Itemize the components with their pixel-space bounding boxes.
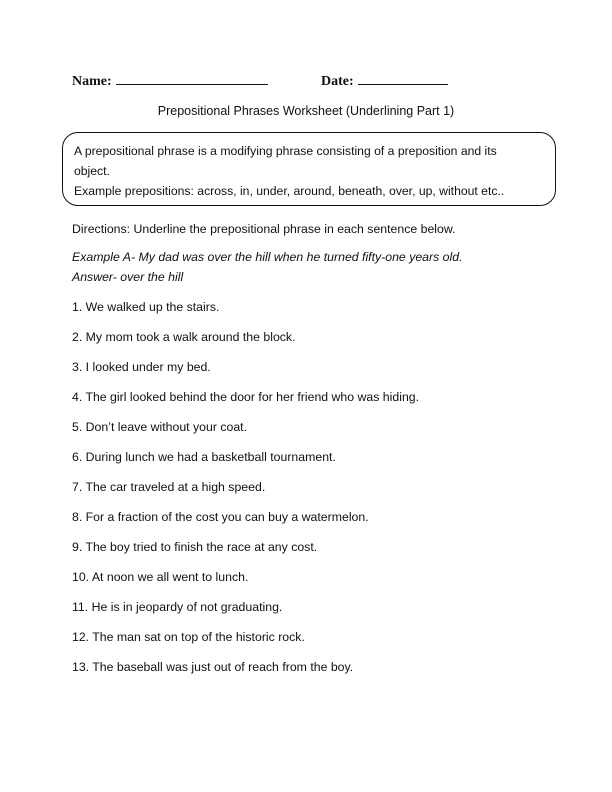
worksheet-title: Prepositional Phrases Worksheet (Underlining Part 1) — [157, 104, 455, 118]
sentence-item: 11. He is in jeopardy of not graduating. — [72, 600, 283, 614]
sentence-item: 12. The man sat on top of the historic rock. — [72, 630, 305, 644]
sentence-item: 9. The boy tried to finish the race at any cost. — [72, 540, 318, 554]
sentence-item: 3. I looked under my bed. — [72, 360, 211, 374]
name-label: Name: — [72, 74, 112, 89]
sentence-item: 7. The car traveled at a high speed. — [72, 480, 266, 494]
date-blank-line — [358, 70, 448, 85]
name-blank-line — [116, 70, 268, 85]
sentence-list — [72, 298, 419, 688]
sentence-item: 2. My mom took a walk around the block. — [72, 330, 296, 344]
sentence-item: 5. Don’t leave without your coat. — [72, 420, 247, 434]
sentence-item: 4. The girl looked behind the door for her friend who was hiding. — [72, 390, 420, 404]
sentence-item: 1. We walked up the stairs. — [72, 300, 220, 314]
date-field — [321, 70, 448, 90]
definition-line-3: Example prepositions: across, in, under, around, beneath, over, up, without etc.. — [74, 184, 505, 198]
directions-text: Directions: Underline the prepositional phrase in each sentence below. — [72, 222, 456, 236]
sentence-item: 13. The baseball was just out of reach from the boy. — [72, 660, 354, 674]
date-label: Date: — [321, 74, 354, 89]
example-sentence: Example A- My dad was over the hill when he turned fifty-one years old. — [72, 250, 463, 264]
definition-line-1: A prepositional phrase is a modifying phrase consisting of a preposition and its — [74, 144, 497, 158]
definition-box — [62, 132, 556, 206]
sentence-item: 8. For a fraction of the cost you can buy a watermelon. — [72, 510, 369, 524]
example-answer: Answer- over the hill — [72, 270, 184, 284]
sentence-item: 6. During lunch we had a basketball tournament. — [72, 450, 336, 464]
sentence-item: 10. At noon we all went to lunch. — [72, 570, 249, 584]
name-field — [72, 70, 268, 90]
definition-line-2: object. — [74, 164, 110, 178]
